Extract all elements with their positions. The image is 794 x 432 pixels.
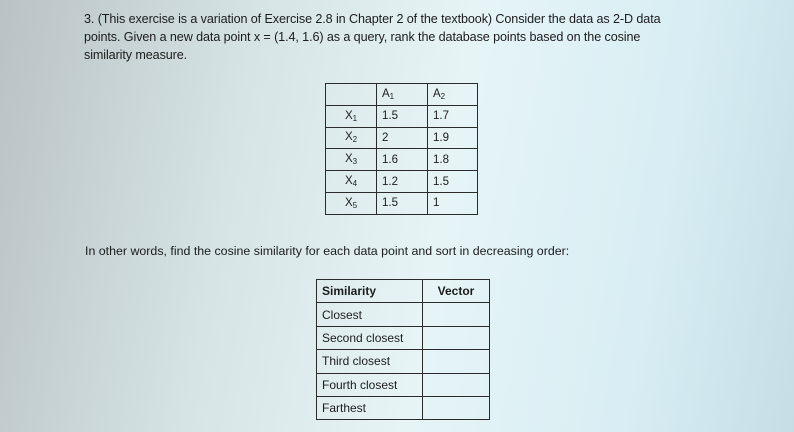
table-row <box>317 303 490 326</box>
row-label: $X_3$ <box>326 149 377 171</box>
rank-label: Second closest <box>317 326 423 349</box>
cell-a2: 1.9 <box>428 127 478 149</box>
vector-answer-cell[interactable] <box>423 396 490 419</box>
table-row <box>326 105 478 127</box>
instruction-text: In other words, find the cosine similarity for each data point and sort in decreasing order: <box>85 244 570 258</box>
table-row <box>317 373 490 396</box>
row-label: $X_2$ <box>326 127 377 149</box>
cell-a1: 2 <box>377 127 428 149</box>
problem-line-1: 3. (This exercise is a variation of Exercise 2.8 in Chapter 2 of the textbook) Consider the data as 2-D data <box>84 12 661 26</box>
problem-statement <box>84 10 724 64</box>
rank-label: Farthest <box>317 396 423 419</box>
table-row <box>326 127 478 149</box>
cell-a1: 1.5 <box>377 192 428 214</box>
column-header-a1: $A_1$ <box>377 84 428 106</box>
table-row <box>317 350 490 373</box>
table-row <box>317 326 490 349</box>
column-header-a2: $A_2$ <box>428 84 478 106</box>
cell-a1: 1.6 <box>377 149 428 171</box>
row-label: $X_5$ <box>326 192 377 214</box>
cell-a2: 1.7 <box>428 105 478 127</box>
cell-a2: 1.8 <box>428 149 478 171</box>
data-table-header-row <box>326 84 478 106</box>
table-row <box>326 192 478 214</box>
rank-label: Fourth closest <box>317 373 423 396</box>
cell-a2: 1.5 <box>428 171 478 193</box>
problem-line-3: similarity measure. <box>84 48 188 62</box>
table-row <box>326 171 478 193</box>
vector-answer-cell[interactable] <box>423 303 490 326</box>
table-row <box>317 396 490 419</box>
corner-cell <box>326 84 377 106</box>
rank-label: Closest <box>317 303 423 326</box>
ranking-table <box>316 279 490 420</box>
column-header-vector: Vector <box>423 280 490 303</box>
ranking-header-row <box>317 280 490 303</box>
row-label: $X_1$ <box>326 105 377 127</box>
data-table <box>325 83 478 215</box>
problem-line-2: points. Given a new data point x = (1.4, 1.6) as a query, rank the database points based on the cosine <box>84 30 641 44</box>
vector-answer-cell[interactable] <box>423 326 490 349</box>
table-row <box>326 149 478 171</box>
column-header-similarity: Similarity <box>317 280 423 303</box>
row-label: $X_4$ <box>326 171 377 193</box>
cell-a2: 1 <box>428 192 478 214</box>
cell-a1: 1.5 <box>377 105 428 127</box>
cell-a1: 1.2 <box>377 171 428 193</box>
rank-label: Third closest <box>317 350 423 373</box>
vector-answer-cell[interactable] <box>423 350 490 373</box>
vector-answer-cell[interactable] <box>423 373 490 396</box>
